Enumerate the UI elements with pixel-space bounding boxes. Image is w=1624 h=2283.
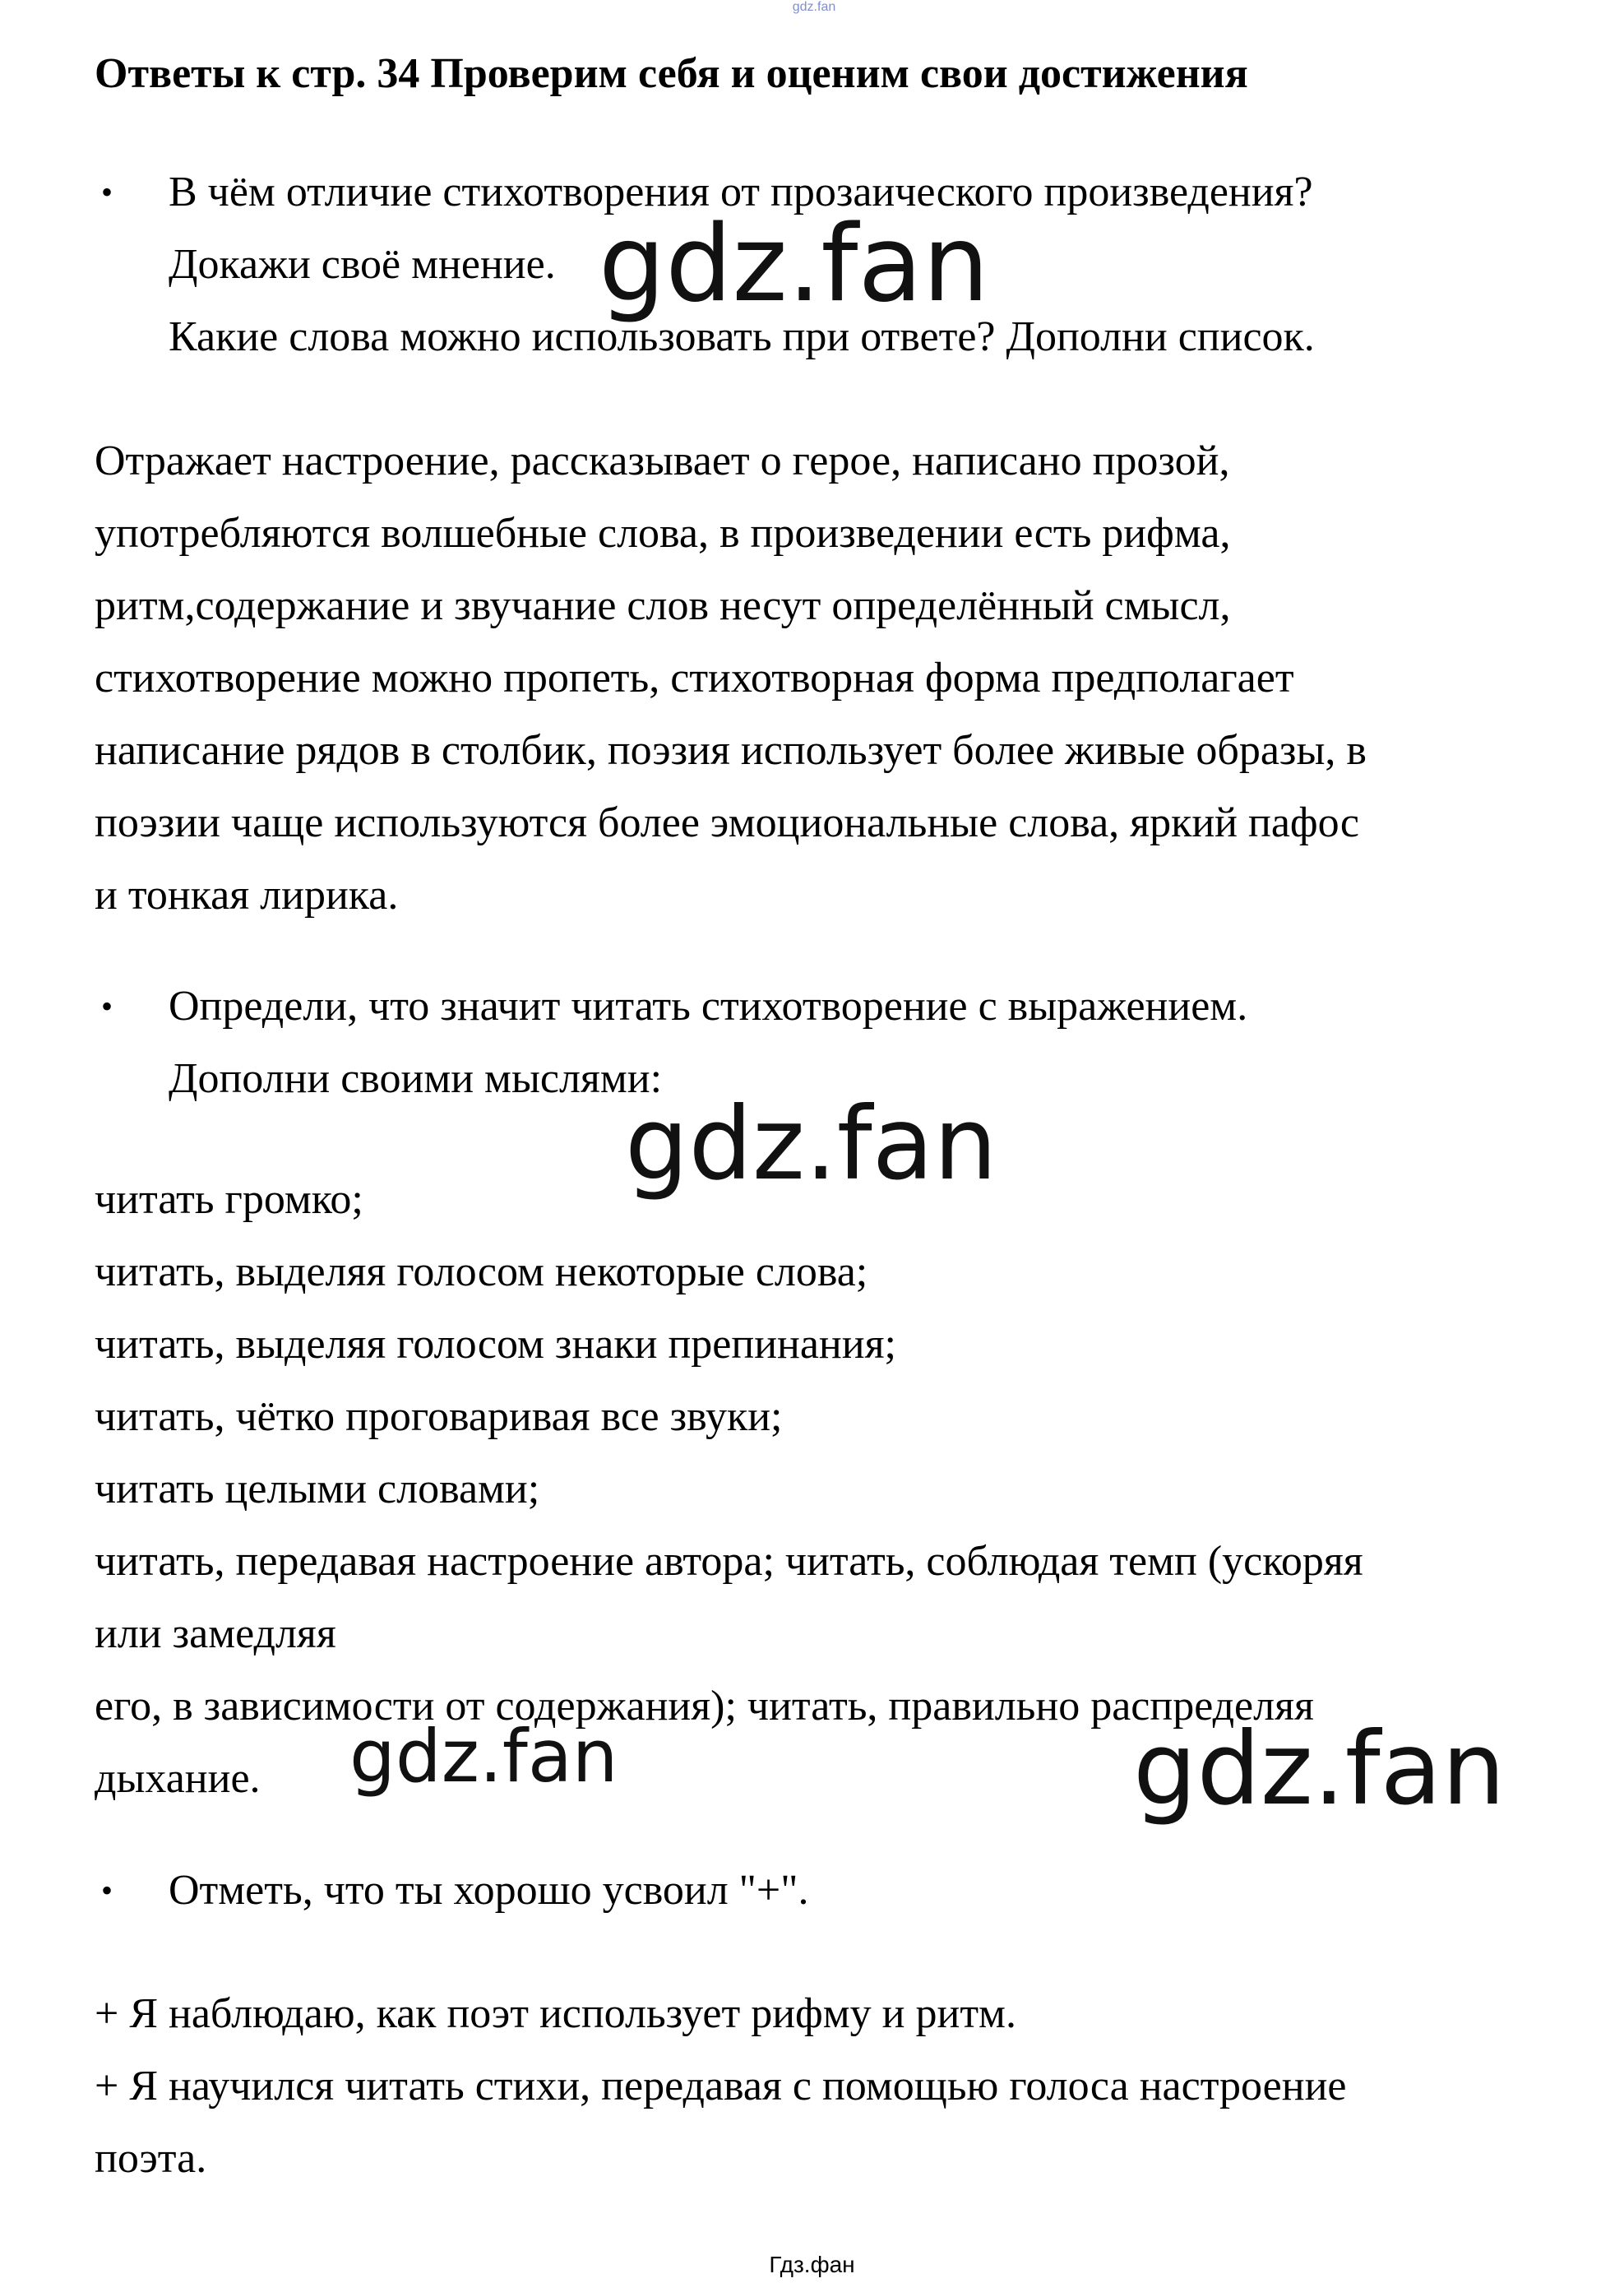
watermark-logo: gdz.fan	[1133, 1711, 1506, 1827]
question-line: В чём отличие стихотворения от прозаического произведения?	[169, 169, 1313, 215]
answer-line: дыхание.	[95, 1755, 261, 1802]
answer-paragraph-1	[95, 425, 1542, 932]
answer-line: читать, передавая настроение автора; читать, соблюдая темп (ускоряя	[95, 1538, 1363, 1585]
answer-line: его, в зависимости от содержания); читать, правильно распределяя	[95, 1683, 1314, 1730]
watermark-logo: gdz.fan	[599, 203, 989, 326]
page-title: Ответы к стр. 34 Проверим себя и оценим свои достижения	[95, 50, 1248, 97]
answer-line: Отражает настроение, рассказывает о герое, написано прозой,	[95, 438, 1230, 484]
answer-line: читать, выделяя голосом некоторые слова;	[95, 1248, 868, 1295]
question-line: Дополни своими мыслями:	[169, 1055, 663, 1102]
question-line: Определи, что значит читать стихотворение с выражением.	[169, 983, 1248, 1030]
top-watermark-label: gdz.fan	[792, 0, 836, 14]
question-line: Какие слова можно использовать при ответе? Дополни список.	[169, 313, 1315, 360]
answer-line: читать целыми словами;	[95, 1466, 540, 1512]
page-footer: Гдз.фан	[769, 2252, 855, 2277]
answer-line: написание рядов в столбик, поэзия использует более живые образы, в	[95, 727, 1367, 774]
bullet-dot: •	[101, 1872, 113, 1909]
answer-line: употребляются волшебные слова, в произведении есть рифма,	[95, 510, 1231, 557]
answer-list-3	[95, 1978, 1542, 2195]
question-line: Докажи своё мнение.	[169, 241, 556, 288]
answer-line: + Я научился читать стихи, передавая с помощью голоса настроение	[95, 2063, 1347, 2109]
question-line: Отметь, что ты хорошо усвоил "+".	[169, 1867, 809, 1914]
answer-line: поэта.	[95, 2135, 207, 2182]
watermark-logo: gdz.fan	[625, 1086, 997, 1202]
answer-line: читать, выделяя голосом знаки препинания;	[95, 1321, 896, 1368]
bullet-question-3-text	[169, 1855, 808, 1927]
answer-line: и тонкая лирика.	[95, 872, 399, 919]
bullet-dot: •	[101, 174, 113, 211]
answer-line: стихотворение можно пропеть, стихотворная форма предполагает	[95, 655, 1294, 702]
answer-line: или замедляя	[95, 1610, 336, 1657]
answer-line: + Я наблюдаю, как поэт использует рифму и ритм.	[95, 1990, 1016, 2037]
watermark-logo: gdz.fan	[349, 1714, 618, 1799]
bullet-question-3	[95, 1855, 1542, 1927]
bullet-dot: •	[101, 988, 113, 1025]
answer-line: ритм,содержание и звучание слов несут определённый смысл,	[95, 582, 1231, 629]
answer-line: поэзии чаще используются более эмоциональные слова, яркий пафос	[95, 799, 1359, 846]
answer-line: читать громко;	[95, 1176, 363, 1223]
answer-line: читать, чётко проговаривая все звуки;	[95, 1393, 783, 1440]
